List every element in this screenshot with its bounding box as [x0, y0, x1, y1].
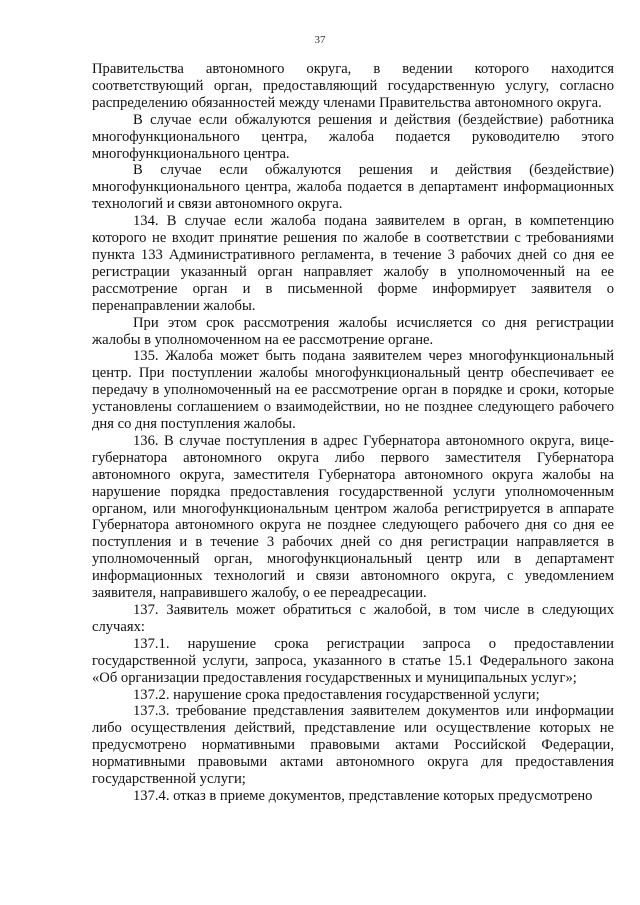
paragraph: В случае если обжалуются решения и действия (бездействие) работника многофункционального центра, жалоба подается руководителю этого многофункционального центра.: [92, 111, 614, 162]
paragraph: При этом срок рассмотрения жалобы исчисляется со дня регистрации жалобы в уполномоченном на ее рассмотрение органе.: [92, 314, 614, 348]
paragraph: Правительства автономного округа, в ведении которого находится соответствующий орган, предоставляющий государственную услугу, согласно распределению обязанностей между членами Правительства автономного округа.: [92, 61, 614, 111]
paragraph-135: 135. Жалоба может быть подана заявителем через многофункциональный центр. При поступлении жалобы многофункциональный центр обеспечивает ее передачу в уполномоченный на ее рассмотрение орган в порядке и сроки, которые установлены соглашением о взаимодействии, но не позднее следующего рабочего дня со дня поступления жалобы.: [92, 348, 614, 433]
paragraph-137: 137. Заявитель может обратиться с жалобой, в том числе в следующих случаях:: [92, 602, 614, 635]
page-number: 37: [314, 34, 326, 46]
paragraph-137-2: 137.2. нарушение срока предоставления государственной услуги;: [133, 686, 540, 703]
document-body: [92, 61, 614, 805]
paragraph-137-3: 137.3. требование представления заявителем документов или информации либо осуществления действий, представление или осуществление которых не предусмотрено нормативными правовыми актами Российской Федерации, нормативными правовыми актами автономного округа для предоставления государственной услуги;: [92, 703, 614, 788]
paragraph-136: 136. В случае поступления в адрес Губернатора автономного округа, вице-губернатора автономного округа либо первого заместителя Губернатора автономного округа, заместителя Губернатора автономного округа жалобы на нарушение порядка предоставления государственной услуги уполномоченным органом, или многофункциональным центром жалоба регистрируется в аппарате Губернатора автономного округа не позднее следующего рабочего дня со дня ее поступления и в течение 3 рабочих дней со дня регистрации направляется в уполномоченный орган, многофункциональный центр или в департамент информационных технологий и связи автономного округа, с уведомлением заявителя, направившего жалобу, о ее переадресации.: [92, 432, 614, 602]
paragraph-137-1: 137.1. нарушение срока регистрации запроса о предоставлении государственной услуги, запроса, указанного в статье 15.1 Федерального закона «Об организации предоставления государственных и муниципальных услуг»;: [92, 635, 614, 686]
paragraph-134: 134. В случае если жалоба подана заявителем в орган, в компетенцию которого не входит принятие решения по жалобе в соответствии с требованиями пункта 133 Административного регламента, в течение 3 рабочих дней со дня ее регистрации указанный орган направляет жалобу в уполномоченный на ее рассмотрение орган и в письменной форме информирует заявителя о перенаправлении жалобы.: [92, 213, 614, 314]
paragraph: В случае если обжалуются решения и действия (бездействие) многофункционального центра, жалоба подается в департамент информационных технологий и связи автономного округа.: [92, 162, 614, 213]
paragraph-137-4: 137.4. отказ в приеме документов, представление которых предусмотрено: [133, 787, 593, 804]
